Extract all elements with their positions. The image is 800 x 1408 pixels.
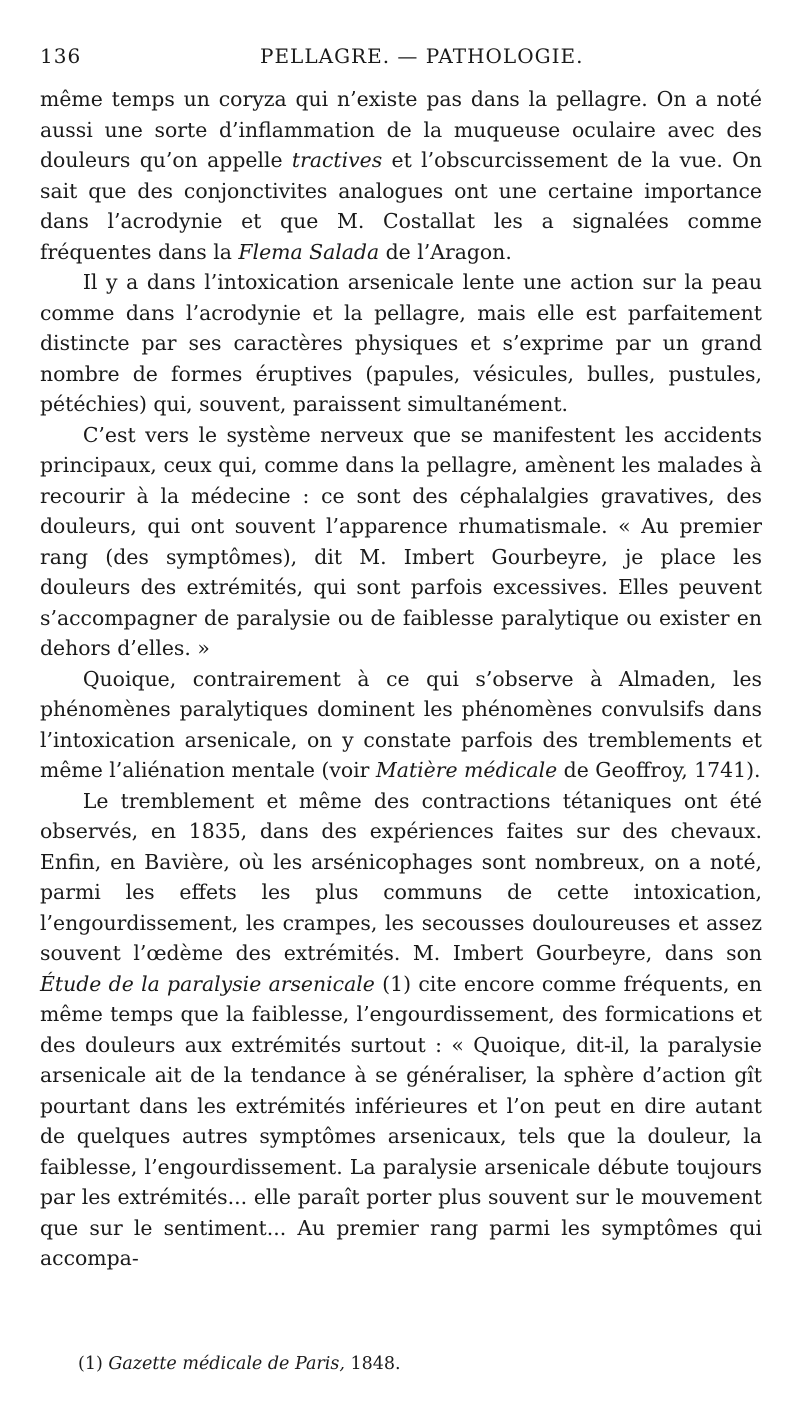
footnote	[78, 1352, 762, 1376]
paragraph-5: Le tremblement et même des contractions tétaniques ont été observés, en 1835, dans des expériences faites sur des chevaux. Enfin, en Bavière, où les arsénicophages sont nombreux, on a noté, parmi les effets les plus communs de cette intoxication, l’engourdissement, les crampes, les secousses douloureuses et assez souvent l’œdème des extrémités. M. Imbert Gourbeyre, dans son Étude de la paralysie arsenicale (1) cite encore comme fréquents, en même temps que la faiblesse, l’engourdissement, des formications et des douleurs aux extrémités surtout : « Quoique, dit-il, la paralysie arsenicale ait de la tendance à se généraliser, la sphère d’action gît pourtant dans les extrémités inférieures et l’on peut en dire autant de quelques autres symptômes arsenicaux, tels que la douleur, la faiblesse, l’engourdissement. La paralysie arsenicale débute toujours par les extrémités... elle paraît porter plus souvent sur le mouvement que sur le sentiment... Au premier rang parmi les symptômes qui accompa-	[40, 788, 762, 1270]
running-title: PELLAGRE. — PATHOLOGIE.	[260, 44, 584, 68]
body-text	[40, 84, 762, 1274]
footnote-year: 1848.	[344, 1354, 401, 1374]
footnote-source: Gazette médicale de Paris,	[108, 1354, 345, 1374]
paragraph-2: Il y a dans l’intoxication arsenicale lente une action sur la peau comme dans l’acrodynie et la pellagre, mais elle est parfaitement distincte par ses caractères physiques et s’exprime par un grand nombre de formes éruptives (papules, vésicules, bulles, pustules, pétéchies) qui, souvent, paraissent simultanément.	[40, 270, 762, 416]
italic-term: Flema Salada	[238, 239, 380, 264]
paragraph-3: C’est vers le système nerveux que se manifestent les accidents principaux, ceux qui, comme dans la pellagre, amènent les malades à recourir à la médecine : ce sont des céphalalgies gravatives, des douleurs, qui ont souvent l’apparence rhumatismale. « Au premier rang (des symptômes), dit M. Imbert Gourbeyre, je place les douleurs des extrémités, qui sont parfois excessives. Elles peuvent s’accompagner de paralysie ou de faiblesse paralytique ou exister en dehors d’elles. »	[40, 422, 762, 660]
italic-title: Étude de la paralysie arsenicale	[40, 971, 375, 996]
footnote-marker: (1)	[78, 1354, 103, 1374]
paragraph-4: Quoique, contrairement à ce qui s’observe à Almaden, les phénomènes paralytiques dominent les phénomènes convulsifs dans l’intoxication arsenicale, on y constate parfois des tremblements et même l’aliénation mentale (voir Matière médicale de Geoffroy, 1741).	[40, 666, 762, 782]
italic-title: Matière médicale	[375, 758, 558, 782]
page-number: 136	[40, 44, 82, 68]
paragraph-1: même temps un coryza qui n’existe pas dans la pellagre. On a noté aussi une sorte d’inflammation de la muqueuse oculaire avec des douleurs qu’on appelle tractives et l’obscurcissement de la vue. On sait que des conjonctivites analogues ont une certaine importance dans l’acrodynie et que M. Costallat les a signalées comme fréquentes dans la Flema Salada de l’Aragon.	[40, 87, 762, 264]
italic-term: tractives	[291, 148, 383, 172]
